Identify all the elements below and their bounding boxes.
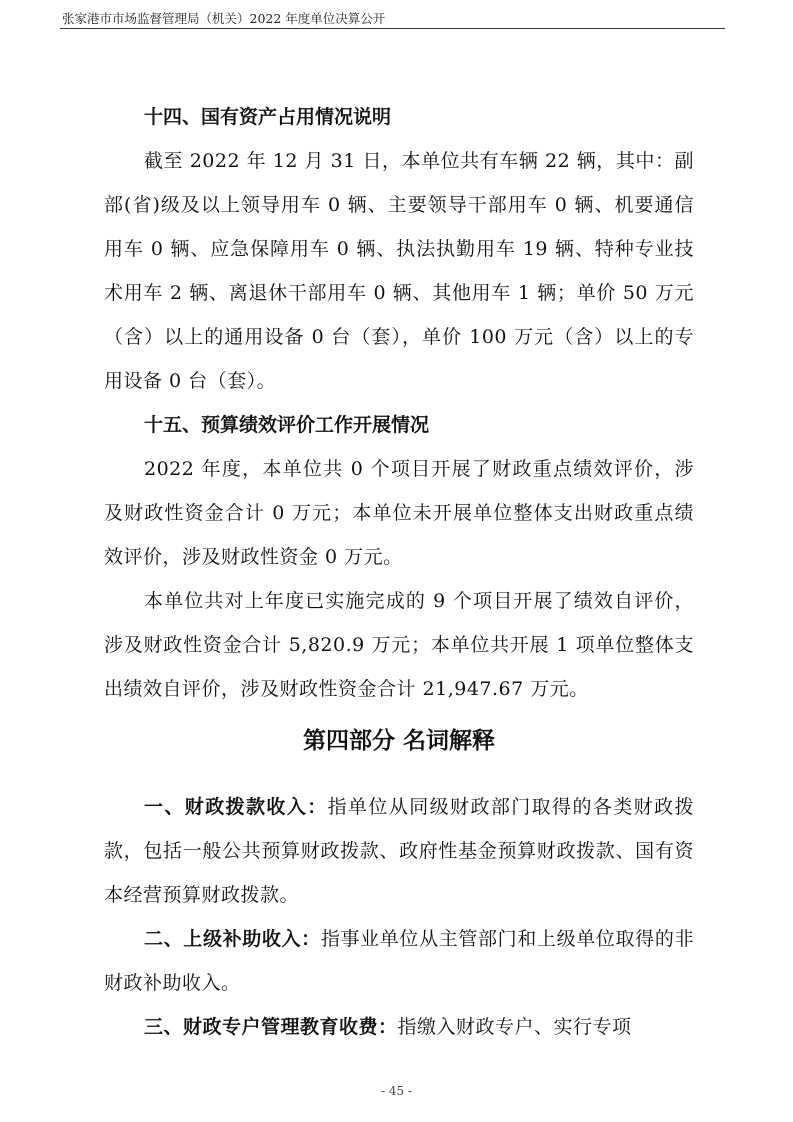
term-item: [104, 917, 694, 1005]
header-divider: [60, 28, 725, 29]
section-14-heading: 十四、国有资产占用情况说明: [144, 106, 392, 128]
term-item: [104, 785, 694, 917]
term-item: [104, 1005, 694, 1049]
part-4-title: 第四部分 名词解释: [302, 728, 495, 754]
term-definition: 指缴入财政专户、实行专项: [397, 1016, 632, 1038]
section-14-paragraph: 截至 2022 年 12 月 31 日，本单位共有车辆 22 辆，其中：副部(省)级及以上领导用车 0 辆、主要领导干部用车 0 辆、机要通信用车 0 辆、应急保障用车 0 辆、执法执勤用车 19 辆、特种专业技术用车 2 辆、离退休干部用车 0 辆、其他用车 1 辆；单价 50 万元（含）以上的通用设备 0 台（套），单价 100 万元（含）以上的专用设备 0 台（套）。: [104, 150, 694, 392]
term-label: 三、财政专户管理教育收费：: [144, 1016, 398, 1038]
page-content: [104, 95, 694, 1049]
page-number: - 45 -: [380, 1084, 412, 1098]
running-header: 张家港市市场监督管理局（机关）2022 年度单位决算公开: [62, 11, 386, 26]
term-definition: 指单位从同级财政部门取得的各类财政拨款，包括一般公共预算财政拨款、政府性基金预算财政拨款、国有资本经营预算财政拨款。: [104, 796, 694, 906]
term-definition: 指事业单位从主管部门和上级单位取得的非财政补助收入。: [104, 928, 694, 994]
section-15-heading: 十五、预算绩效评价工作开展情况: [144, 414, 430, 436]
term-label: 一、财政拨款收入：: [144, 796, 328, 818]
section-15-paragraph-2: 本单位共对上年度已实施完成的 9 个项目开展了绩效自评价，涉及财政性资金合计 5,820.9 万元；本单位共开展 1 项单位整体支出绩效自评价，涉及财政性资金合计 21,947.67 万元。: [104, 590, 694, 700]
section-15-paragraph-1: 2022 年度，本单位共 0 个项目开展了财政重点绩效评价，涉及财政性资金合计 0 万元；本单位未开展单位整体支出财政重点绩效评价，涉及财政性资金 0 万元。: [104, 458, 694, 568]
term-label: 二、上级补助收入：: [144, 928, 321, 950]
